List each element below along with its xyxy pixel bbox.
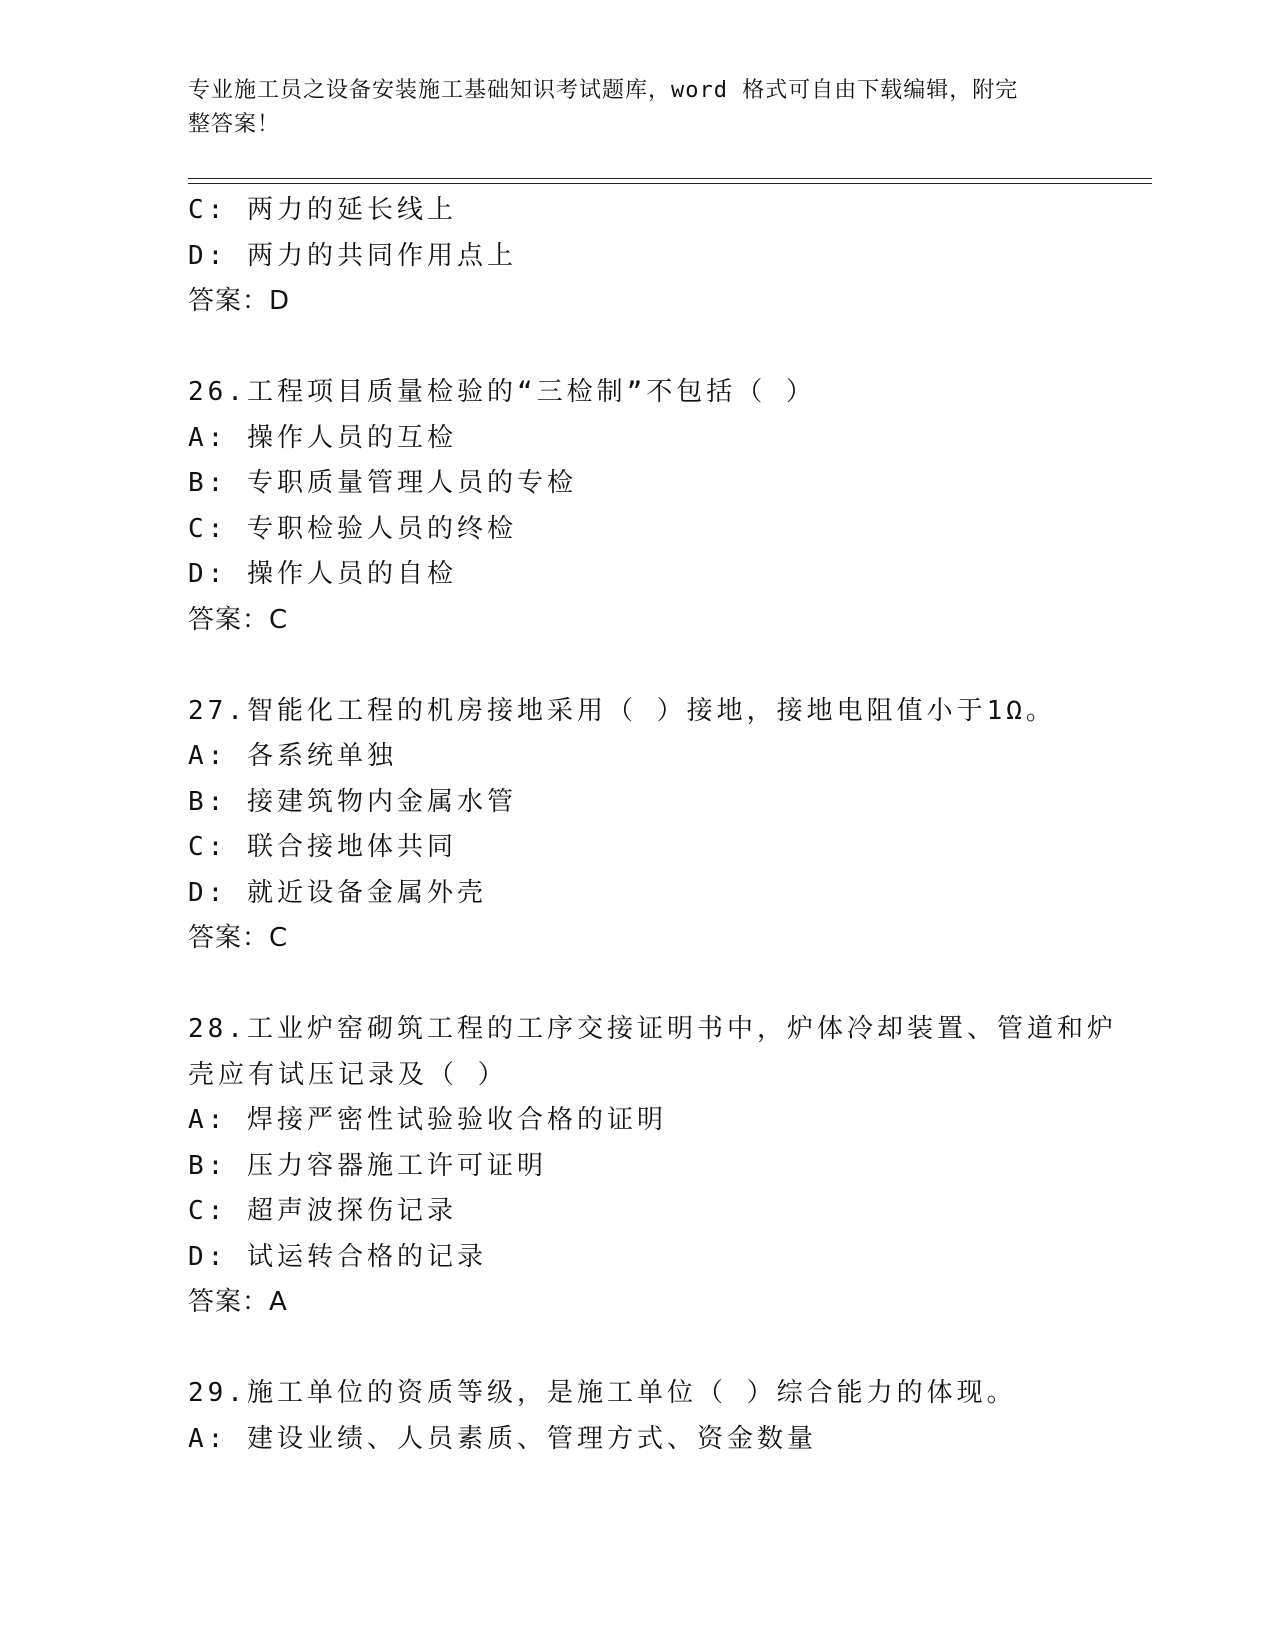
- question-stem-line-1: 28.工业炉窑砌筑工程的工序交接证明书中，炉体冷却装置、管道和炉: [188, 1014, 1117, 1044]
- option-d: D: 两力的共同作用点上: [188, 240, 517, 271]
- document-header: [188, 74, 1088, 142]
- question-29: [188, 1371, 1152, 1462]
- option-c: C: 两力的延长线上: [188, 195, 457, 225]
- option-a: A: 各系统单独: [188, 741, 397, 771]
- option-a: A: 操作人员的互检: [188, 422, 457, 453]
- question-26: [188, 370, 1152, 643]
- option-a: A: 焊接严密性试验验收合格的证明: [188, 1105, 667, 1135]
- answer: 答案：A: [188, 1287, 288, 1317]
- option-c: C: 超声波探伤记录: [188, 1196, 457, 1226]
- question-stem: 27.智能化工程的机房接地采用（ ）接地，接地电阻值小于1Ω。: [188, 695, 1056, 726]
- option-a: A: 建设业绩、人员素质、管理方式、资金数量: [188, 1423, 817, 1454]
- option-d: D: 就近设备金属外壳: [188, 877, 487, 908]
- option-d: D: 操作人员的自检: [188, 559, 457, 589]
- header-divider-top: [188, 178, 1152, 179]
- option-b: B: 接建筑物内金属水管: [188, 786, 517, 817]
- question-25-continued: [188, 188, 1152, 325]
- header-divider-bottom: [188, 183, 1152, 184]
- question-stem-line-2: 壳应有试压记录及（ ）: [188, 1059, 508, 1090]
- answer: 答案：C: [188, 604, 289, 635]
- answer: 答案：D: [188, 286, 291, 316]
- option-b: B: 压力容器施工许可证明: [188, 1150, 547, 1181]
- question-27: [188, 689, 1152, 962]
- question-stem: 26.工程项目质量检验的“三检制”不包括（ ）: [188, 377, 816, 407]
- option-d: D: 试运转合格的记录: [188, 1241, 487, 1272]
- header-line-1: 专业施工员之设备安装施工基础知识考试题库，word 格式可自由下载编辑，附完: [188, 78, 1019, 103]
- answer: 答案：C: [188, 923, 289, 953]
- option-c: C: 专职检验人员的终检: [188, 513, 517, 544]
- question-stem: 29.施工单位的资质等级，是施工单位（ ）综合能力的体现。: [188, 1378, 1017, 1408]
- option-c: C: 联合接地体共同: [188, 832, 457, 862]
- question-28: [188, 1007, 1152, 1326]
- header-line-2: 整答案！: [188, 112, 281, 137]
- question-list: [188, 188, 1152, 1462]
- option-b: B: 专职质量管理人员的专检: [188, 468, 577, 498]
